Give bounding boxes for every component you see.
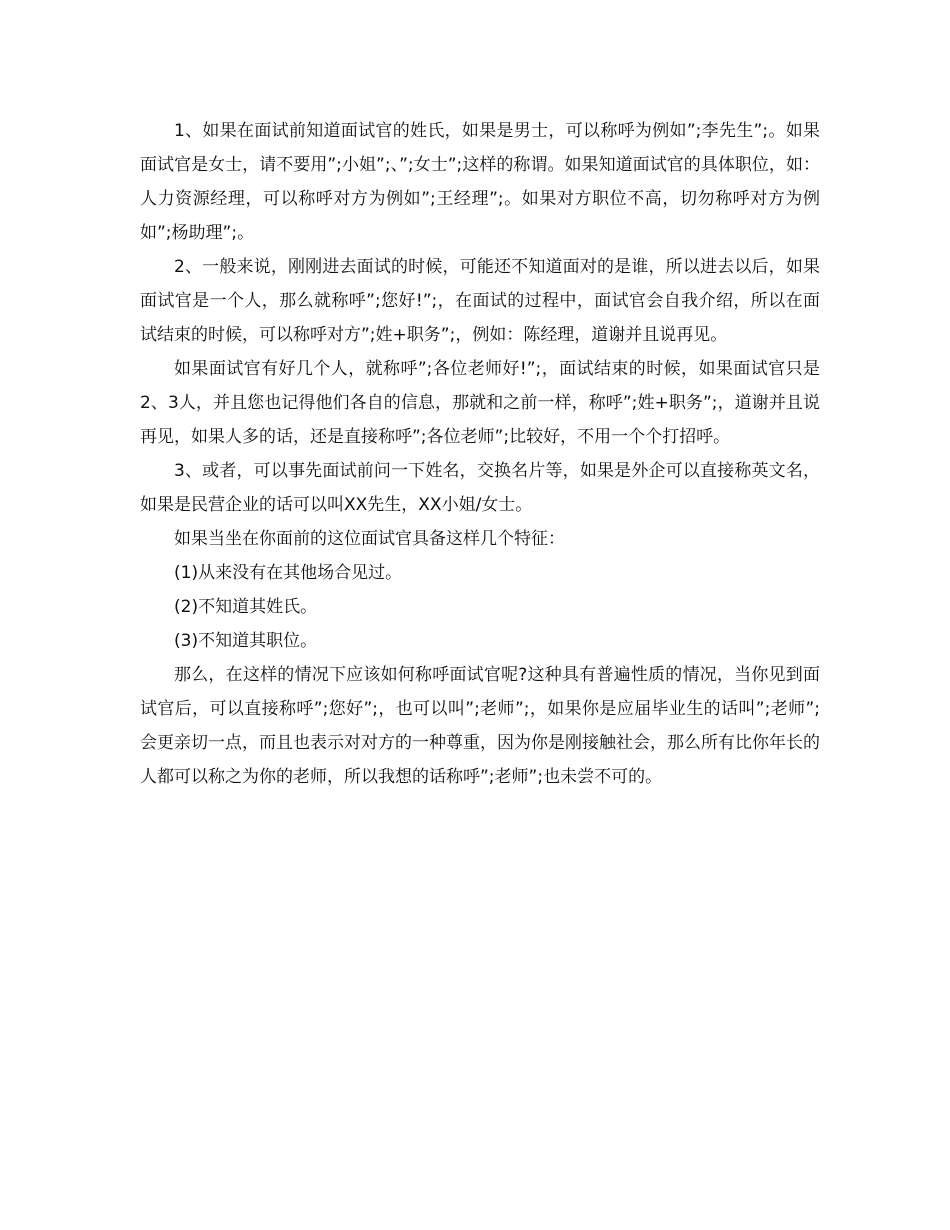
paragraph-4: 3、或者，可以事先面试前问一下姓名，交换名片等，如果是外企可以直接称英文名，如果是民营企业的话可以叫XX先生，XX小姐/女士。 (140, 461, 820, 515)
paragraph-6: 那么，在这样的情况下应该如何称呼面试官呢?这种具有普遍性质的情况，当你见到面试官后，可以直接称呼”;您好”;，也可以叫”;老师”;，如果你是应届毕业生的话叫”;老师”;会更亲切一点，而且也表示对对方的一种尊重，因为你是刚接触社会，那么所有比你年长的人都可以称之为你的老师，所以我想的话称呼”;老师”;也未尝不可的。 (140, 665, 820, 787)
list-item-1: (1)从来没有在其他场合见过。 (174, 563, 403, 583)
paragraph-3: 如果面试官有好几个人，就称呼”;各位老师好!”;，面试结束的时候，如果面试官只是2、3人，并且您也记得他们各自的信息，那就和之前一样，称呼”;姓+职务”;，道谢并且说再见，如果人多的话，还是直接称呼”;各位老师”;比较好，不用一个个打招呼。 (140, 359, 820, 447)
paragraph-1: 1、如果在面试前知道面试官的姓氏，如果是男士，可以称呼为例如”;李先生”;。如果面试官是女士，请不要用”;小姐”;、”;女士”;这样的称谓。如果知道面试官的具体职位，如：人力资源经理，可以称呼对方为例如”;王经理”;。如果对方职位不高，切勿称呼对方为例如”;杨助理”;。 (140, 121, 820, 243)
list-item-3: (3)不知道其职位。 (174, 631, 318, 651)
paragraph-2: 2、一般来说，刚刚进去面试的时候，可能还不知道面对的是谁，所以进去以后，如果面试官是一个人，那么就称呼”;您好!”;，在面试的过程中，面试官会自我介绍，所以在面试结束的时候，可以称呼对方”;姓+职务”;，例如：陈经理，道谢并且说再见。 (140, 257, 820, 345)
list-item-2: (2)不知道其姓氏。 (174, 597, 318, 617)
document-body (140, 114, 820, 794)
paragraph-5: 如果当坐在你面前的这位面试官具备这样几个特征： (174, 529, 565, 549)
